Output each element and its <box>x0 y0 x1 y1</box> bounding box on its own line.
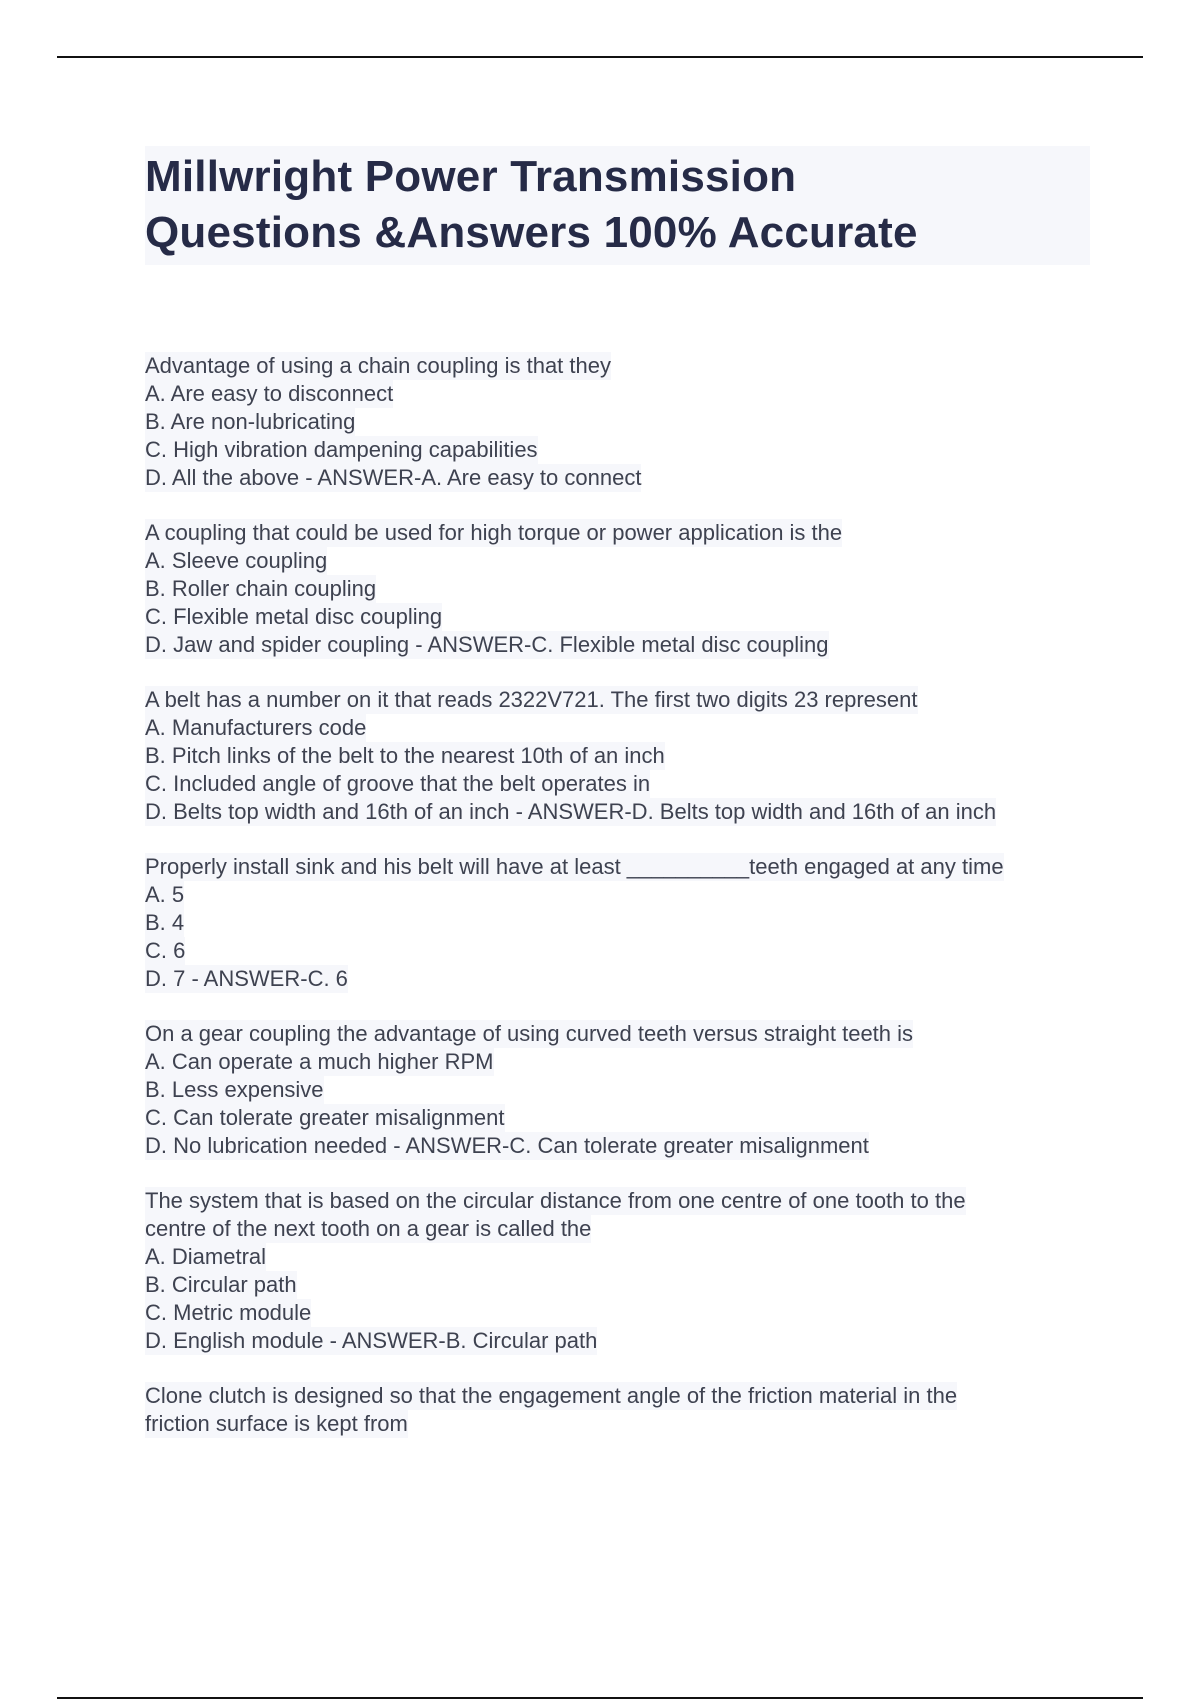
question-3-option-a: A. Manufacturers code <box>145 715 367 740</box>
question-2 <box>145 519 1090 659</box>
question-5-option-b: B. Less expensive <box>145 1077 324 1102</box>
question-1 <box>145 352 1090 492</box>
question-1-stem: Advantage of using a chain coupling is that they <box>145 353 611 378</box>
question-3-option-c: C. Included angle of groove that the belt operates in <box>145 771 651 796</box>
question-3 <box>145 686 1090 826</box>
question-6-option-c: C. Metric module <box>145 1300 312 1325</box>
question-1-option-c: C. High vibration dampening capabilities <box>145 437 538 462</box>
question-4-stem: Properly install sink and his belt will have at least __________teeth engaged at any time <box>145 854 1004 879</box>
question-2-option-c: C. Flexible metal disc coupling <box>145 604 443 629</box>
question-6-stem-line-2: centre of the next tooth on a gear is called the <box>145 1216 592 1241</box>
question-5-option-a: A. Can operate a much higher RPM <box>145 1049 494 1074</box>
question-2-option-d-answer: D. Jaw and spider coupling - ANSWER-C. Flexible metal disc coupling <box>145 632 829 657</box>
question-7-stem-line-2: friction surface is kept from <box>145 1411 408 1436</box>
question-4-option-b: B. 4 <box>145 910 185 935</box>
question-3-option-b: B. Pitch links of the belt to the nearest 10th of an inch <box>145 743 665 768</box>
question-5-option-d-answer: D. No lubrication needed - ANSWER-C. Can tolerate greater misalignment <box>145 1133 869 1158</box>
question-list <box>145 352 1090 1438</box>
question-5 <box>145 1020 1090 1160</box>
question-6-stem-line-1: The system that is based on the circular distance from one centre of one tooth to the <box>145 1188 966 1213</box>
question-6-option-b: B. Circular path <box>145 1272 297 1297</box>
question-4-option-c: C. 6 <box>145 938 186 963</box>
question-4-option-a: A. 5 <box>145 882 185 907</box>
question-1-option-b: B. Are non-lubricating <box>145 409 356 434</box>
document-body <box>145 146 1090 1465</box>
question-5-stem: On a gear coupling the advantage of using curved teeth versus straight teeth is <box>145 1021 914 1046</box>
title-line-1: Millwright Power Transmission <box>145 152 797 201</box>
question-2-option-b: B. Roller chain coupling <box>145 576 377 601</box>
question-6 <box>145 1187 1090 1355</box>
question-1-option-a: A. Are easy to disconnect <box>145 381 394 406</box>
question-3-stem: A belt has a number on it that reads 2322V721. The first two digits 23 represent <box>145 687 918 712</box>
question-2-option-a: A. Sleeve coupling <box>145 548 328 573</box>
question-7 <box>145 1382 1090 1438</box>
question-4 <box>145 853 1090 993</box>
question-3-option-d-answer: D. Belts top width and 16th of an inch - ANSWER-D. Belts top width and 16th of an inch <box>145 799 997 824</box>
question-6-option-a: A. Diametral <box>145 1244 267 1269</box>
header-rule <box>57 56 1143 58</box>
title-line-2: Questions &Answers 100% Accurate <box>145 208 918 257</box>
question-7-stem-line-1: Clone clutch is designed so that the engagement angle of the friction material in the <box>145 1383 958 1408</box>
question-6-option-d-answer: D. English module - ANSWER-B. Circular path <box>145 1328 598 1353</box>
footer-rule <box>57 1697 1143 1699</box>
question-5-option-c: C. Can tolerate greater misalignment <box>145 1105 505 1130</box>
question-1-option-d-answer: D. All the above - ANSWER-A. Are easy to connect <box>145 465 642 490</box>
question-2-stem: A coupling that could be used for high torque or power application is the <box>145 520 843 545</box>
document-title <box>145 146 1090 265</box>
question-4-option-d-answer: D. 7 - ANSWER-C. 6 <box>145 966 348 991</box>
